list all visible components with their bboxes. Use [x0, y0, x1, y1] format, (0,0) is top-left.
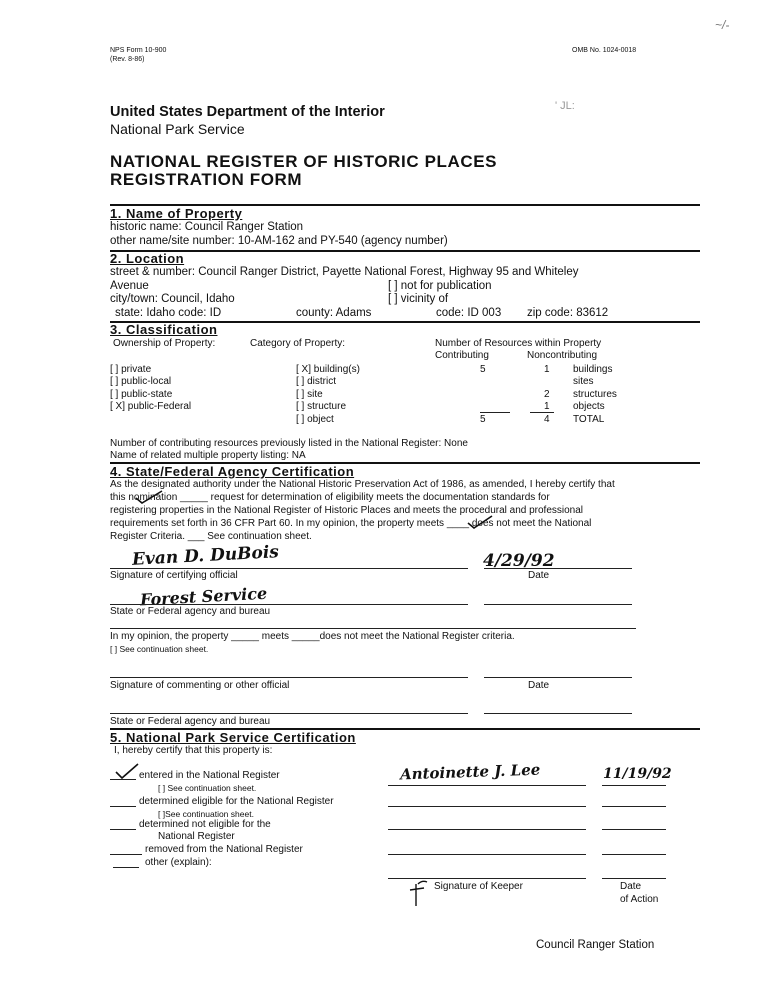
- checkmark-icon: [114, 762, 140, 780]
- opinion-line: In my opinion, the property _____ meets _____does not meet the National Register criteria.: [110, 631, 515, 642]
- certification-para-line2: this nomination _____ request for determination of eligibility meets the documentation standards for: [110, 492, 550, 503]
- section3-heading: 3. Classification: [110, 322, 218, 337]
- signature-line: [110, 568, 468, 569]
- date-line: [602, 829, 666, 830]
- county-code: code: ID 003: [436, 307, 502, 319]
- blank-line: [110, 829, 136, 830]
- checkmark-icon: [134, 489, 164, 505]
- blank-line: [113, 867, 139, 868]
- certification-para-line4: requirements set forth in 36 CFR Part 60. In my opinion, the property meets ____ does not meet the National: [110, 518, 592, 529]
- omb-number: OMB No. 1024-0018: [572, 47, 637, 54]
- sig-commenting-label: Signature of commenting or other official: [110, 680, 290, 691]
- date-line: [484, 568, 632, 569]
- total-rule: [480, 412, 510, 413]
- category-district: [ ] district: [296, 376, 337, 387]
- date-line: [602, 878, 666, 879]
- section5-heading: 5. National Park Service Certification: [110, 730, 356, 745]
- type-total: TOTAL: [573, 414, 605, 425]
- option-other: other (explain):: [145, 857, 212, 868]
- for-mark-icon: [408, 878, 430, 908]
- contributing-buildings: 5: [480, 364, 486, 375]
- street-continued: Avenue: [110, 280, 149, 292]
- signature-line: [388, 829, 586, 830]
- category-site: [ ] site: [296, 389, 323, 400]
- state-code: state: Idaho code: ID: [115, 307, 222, 319]
- city-town: city/town: Council, Idaho: [110, 293, 235, 305]
- option-eligible: determined eligible for the National Register: [139, 796, 334, 807]
- total-rule: [530, 412, 554, 413]
- checkmark-icon: [466, 514, 494, 530]
- ownership-public-state: [ ] public-state: [110, 389, 173, 400]
- certification-para-line5: Register Criteria. ___ See continuation sheet.: [110, 531, 312, 542]
- category-label: Category of Property:: [250, 338, 346, 349]
- date-line: [602, 854, 666, 855]
- date-label: Date: [528, 570, 550, 581]
- agency-label-2: State or Federal agency and bureau: [110, 716, 271, 727]
- nps-intro: I, hereby certify that this property is:: [114, 745, 273, 756]
- section4-heading: 4. State/Federal Agency Certification: [110, 464, 355, 479]
- other-name: other name/site number: 10-AM-162 and PY-540 (agency number): [110, 235, 448, 247]
- continuation-sheet: [ ] See continuation sheet.: [110, 644, 209, 654]
- option-not-eligible-sub: National Register: [158, 831, 235, 842]
- section-divider: [110, 250, 700, 252]
- date-line: [602, 806, 666, 807]
- multiple-listing: Name of related multiple property listing: NA: [110, 450, 306, 461]
- not-for-publication: [ ] not for publication: [388, 280, 492, 292]
- form-revision: (Rev. 8-86): [110, 56, 145, 63]
- signature-line: [388, 785, 586, 786]
- certification-para-line1: As the designated authority under the National Historic Preservation Act of 1986, as amended, I hereby certify that: [110, 479, 615, 490]
- county: county: Adams: [296, 307, 372, 319]
- category-object: [ ] object: [296, 414, 334, 425]
- signature-line: [110, 713, 468, 714]
- noncontributing-buildings: 1: [544, 364, 550, 375]
- category-buildings: [ X] building(s): [296, 364, 360, 375]
- agency-handwritten: Forest Service: [139, 583, 268, 610]
- type-objects: objects: [573, 401, 605, 412]
- resources-label: Number of Resources within Property: [435, 338, 602, 349]
- date-label-2: Date: [528, 680, 550, 691]
- type-buildings: buildings: [573, 364, 613, 375]
- certifying-date: 4/29/92: [483, 551, 555, 571]
- signature-line: [388, 854, 586, 855]
- keeper-signature: Antoinette J. Lee: [399, 760, 541, 784]
- stamp-mark: ' JL:: [555, 100, 575, 112]
- certifying-signature: Evan D. DuBois: [131, 542, 280, 570]
- form-title-line1: NATIONAL REGISTER OF HISTORIC PLACES: [110, 152, 498, 171]
- form-number: NPS Form 10-900: [110, 47, 167, 54]
- option-entered-sub: [ ] See continuation sheet.: [158, 783, 257, 793]
- section2-heading: 2. Location: [110, 251, 185, 266]
- date-line: [484, 604, 632, 605]
- ownership-public-local: [ ] public-local: [110, 376, 172, 387]
- page-caption: Council Ranger Station: [536, 939, 655, 951]
- sig-keeper-label: Signature of Keeper: [434, 881, 523, 892]
- zip-code: zip code: 83612: [527, 307, 609, 319]
- corner-scribble: ~/-: [715, 18, 730, 32]
- service-name: National Park Service: [110, 121, 245, 137]
- ownership-private: [ ] private: [110, 364, 152, 375]
- form-title-line2: REGISTRATION FORM: [110, 170, 303, 189]
- keeper-date: 11/19/92: [603, 766, 672, 782]
- section1-heading: 1. Name of Property: [110, 206, 243, 221]
- type-structures: structures: [573, 389, 617, 400]
- option-eligible-sub: [ ]See continuation sheet.: [158, 809, 254, 819]
- sig-certifying-label: Signature of certifying official: [110, 570, 238, 581]
- noncontributing-structures: 2: [544, 389, 550, 400]
- blank-line: [110, 779, 136, 780]
- option-not-eligible: determined not eligible for the: [139, 819, 271, 830]
- contributing-label: Contributing: [435, 350, 489, 361]
- previously-listed: Number of contributing resources previously listed in the National Register: None: [110, 438, 468, 449]
- rule-line: [110, 628, 636, 629]
- blank-line: [110, 806, 136, 807]
- ownership-public-federal: [ X] public-Federal: [110, 401, 192, 412]
- date-line: [484, 713, 632, 714]
- historic-name: historic name: Council Ranger Station: [110, 221, 304, 233]
- option-entered: entered in the National Register: [139, 770, 280, 781]
- noncontributing-objects: 1: [544, 401, 550, 412]
- ownership-label: Ownership of Property:: [113, 338, 216, 349]
- agency-label: State or Federal agency and bureau: [110, 606, 271, 617]
- date-line: [602, 785, 666, 786]
- date-action-label-2: of Action: [620, 894, 659, 905]
- department-name: United States Department of the Interior: [110, 104, 385, 120]
- noncontributing-total: 4: [544, 414, 550, 425]
- date-action-label: Date: [620, 881, 642, 892]
- certification-para-line3: registering properties in the National Register of Historic Places and meets the procedural and professional: [110, 505, 584, 516]
- vicinity: [ ] vicinity of: [388, 293, 449, 305]
- signature-line: [388, 806, 586, 807]
- signature-line: [110, 677, 468, 678]
- contributing-total: 5: [480, 414, 486, 425]
- category-structure: [ ] structure: [296, 401, 347, 412]
- street-number: street & number: Council Ranger District, Payette National Forest, Highway 95 and Whiteley: [110, 266, 579, 278]
- noncontributing-label: Noncontributing: [527, 350, 598, 361]
- type-sites: sites: [573, 376, 594, 387]
- option-removed: removed from the National Register: [145, 844, 303, 855]
- blank-line: [110, 854, 142, 855]
- signature-line: [110, 604, 468, 605]
- date-line: [484, 677, 632, 678]
